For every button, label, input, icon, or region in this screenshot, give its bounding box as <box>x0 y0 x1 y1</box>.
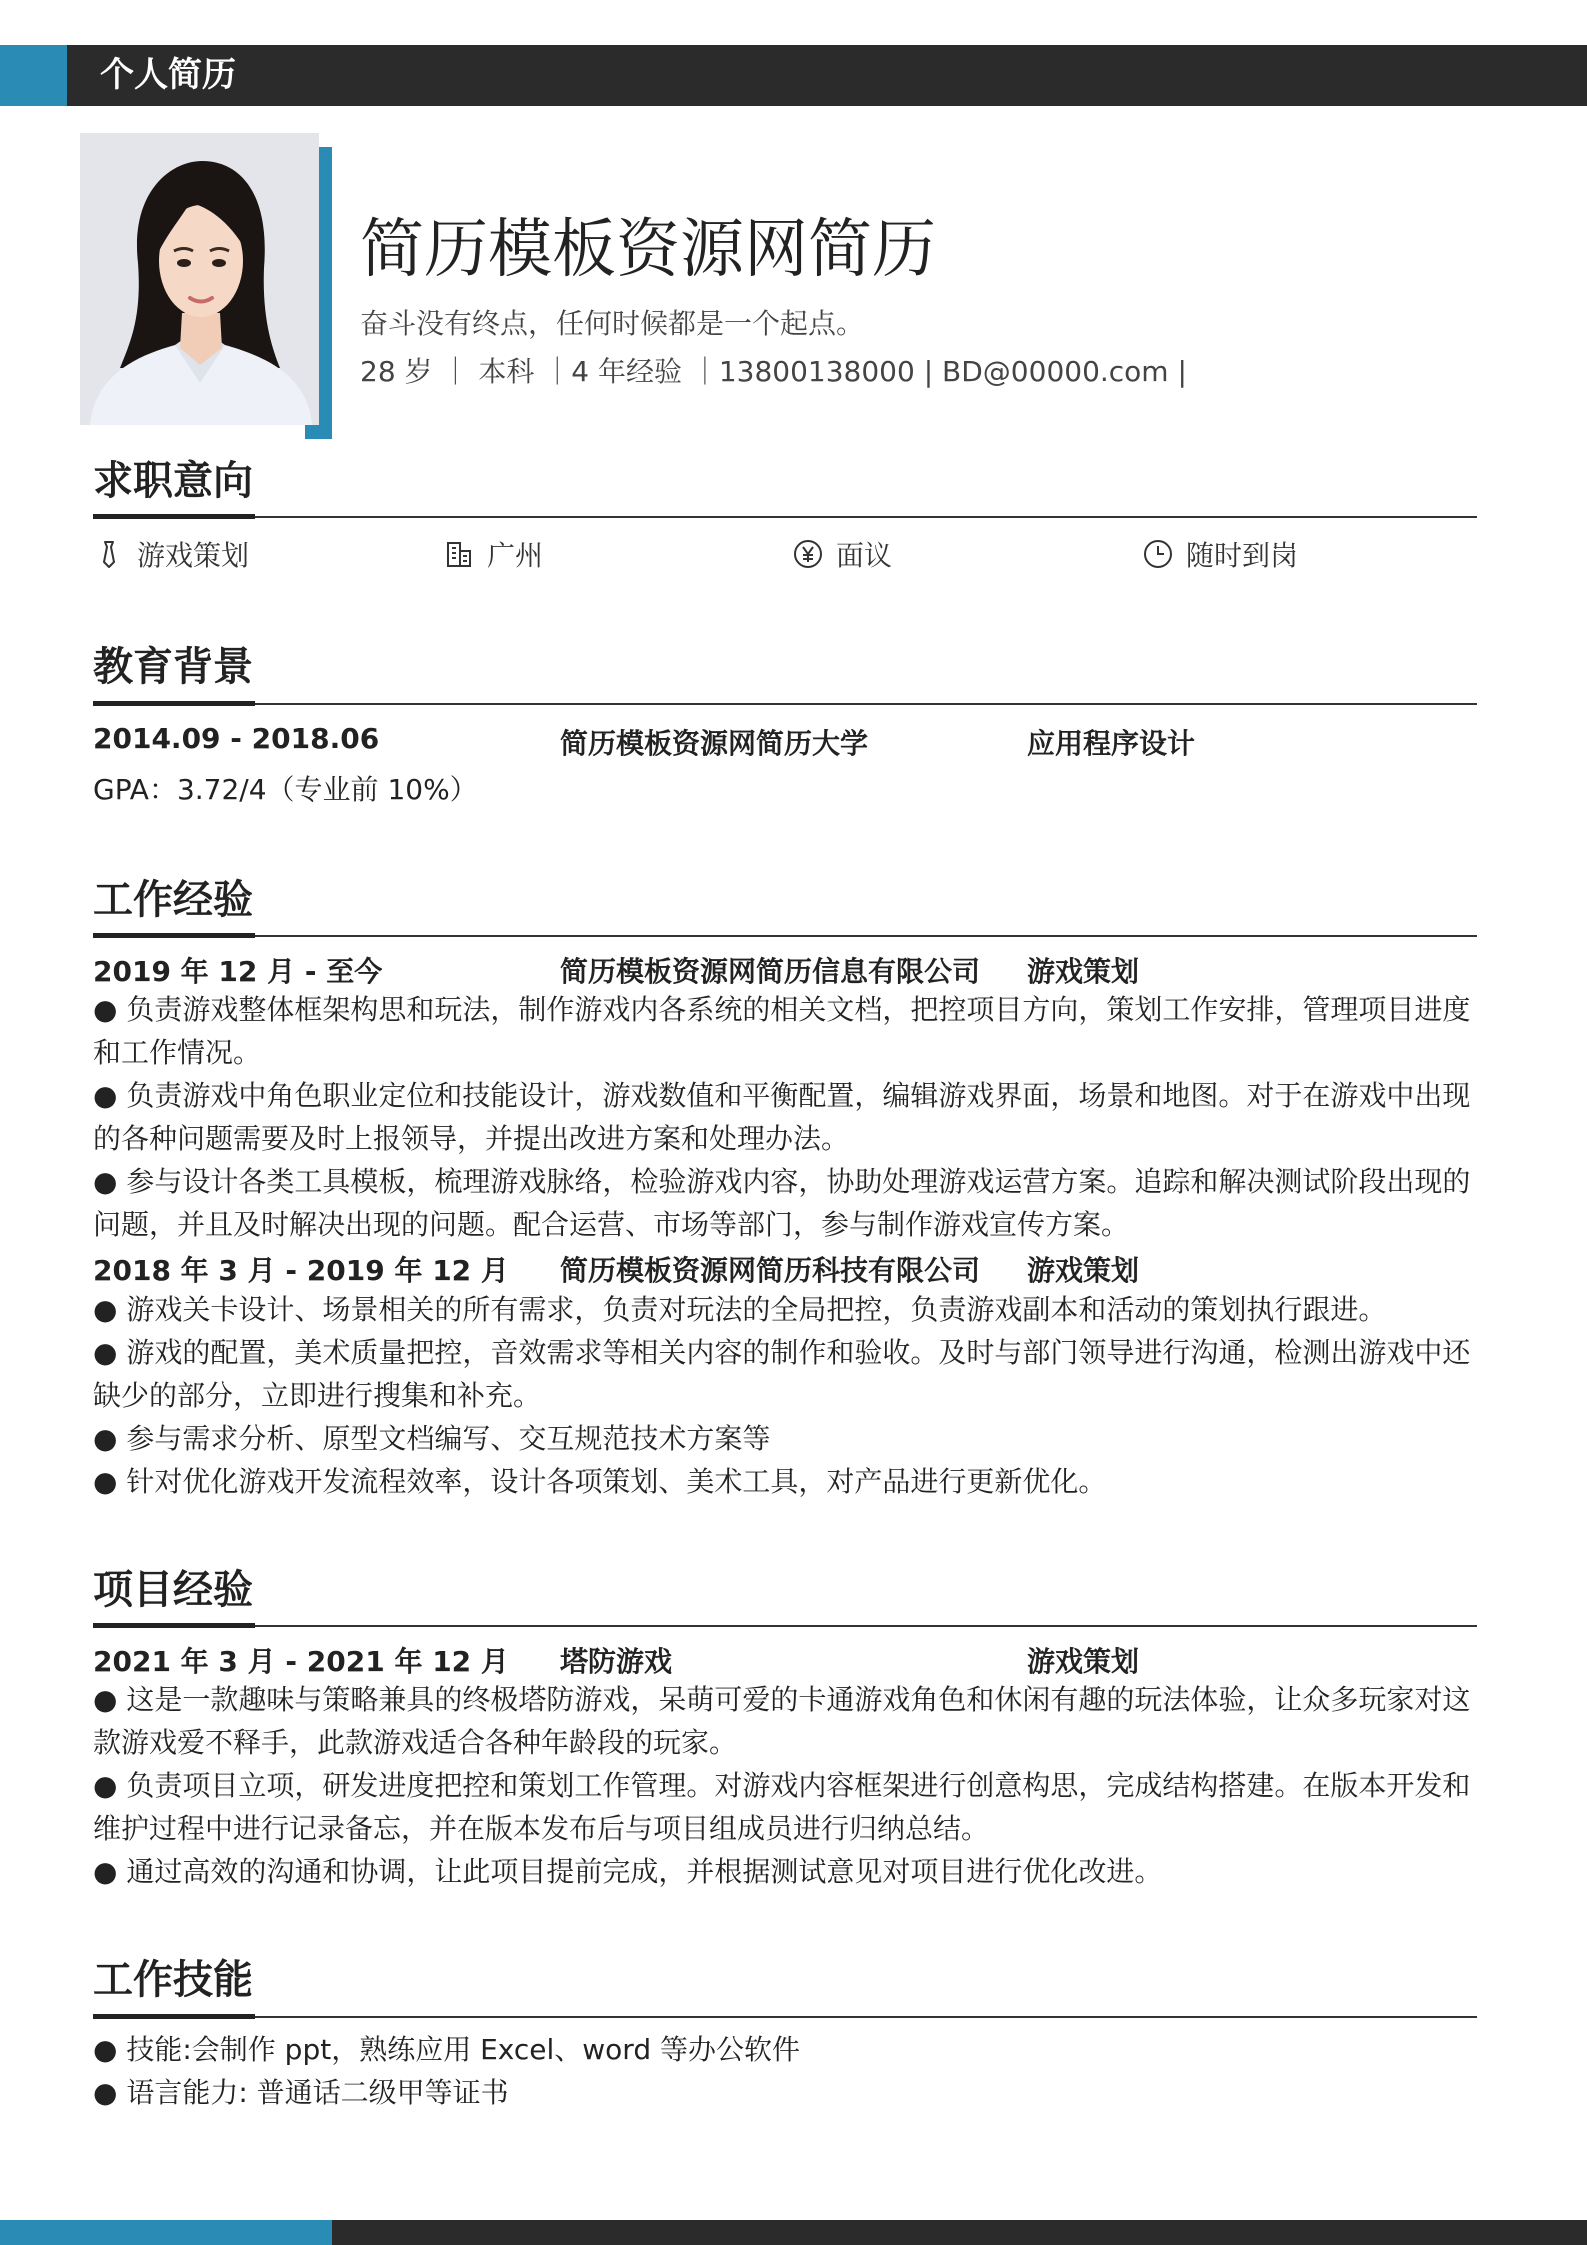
list-item: ● 针对优化游戏开发流程效率，设计各项策划、美术工具，对产品进行更新优化。 <box>93 1465 1107 1498</box>
list-item: ● 参与需求分析、原型文档编写、交互规范技术方案等 <box>93 1422 771 1455</box>
list-item: ● 负责项目立项，研发进度把控和策划工作管理。对游戏内容框架进行创意构思，完成结构搭建。在版本开发和维护过程中进行记录备忘，并在版本发布后与项目组成员进行归纳总结。 <box>93 1769 1471 1845</box>
header-bar <box>0 45 1587 106</box>
work-2-period: 2018 年 3 月 - 2019 年 12 月 <box>93 1254 509 1287</box>
education-major: 应用程序设计 <box>1027 727 1196 760</box>
intent-position <box>93 534 249 574</box>
work-2-bullets <box>93 1288 1477 1503</box>
project-period: 2021 年 3 月 - 2021 年 12 月 <box>93 1645 509 1678</box>
section-rule <box>93 2016 1477 2018</box>
intent-city-label: 广州 <box>487 539 544 572</box>
skills-list <box>93 2028 1477 2114</box>
motto: 奋斗没有终点，任何时候都是一个起点。 <box>360 307 865 340</box>
work-1-bullets <box>93 988 1477 1246</box>
footer-accent <box>0 2220 332 2245</box>
list-item: ● 游戏关卡设计、场景相关的所有需求，负责对玩法的全局把控，负责游戏副本和活动的策划执行跟进。 <box>93 1293 1387 1326</box>
intent-position-label: 游戏策划 <box>137 539 250 572</box>
clock-icon <box>1142 538 1174 570</box>
building-icon <box>443 538 475 570</box>
header-accent <box>0 45 67 106</box>
work-1-role: 游戏策划 <box>1027 955 1140 988</box>
intent-salary-label: 面议 <box>836 539 893 572</box>
section-rule <box>93 1625 1477 1627</box>
candidate-name: 简历模板资源网简历 <box>360 213 936 287</box>
tie-icon <box>93 538 125 570</box>
list-item: ● 通过高效的沟通和协调，让此项目提前完成，并根据测试意见对项目进行优化改进。 <box>93 1855 1163 1888</box>
section-rule <box>93 935 1477 937</box>
list-item: ● 语言能力: 普通话二级甲等证书 <box>93 2076 509 2109</box>
section-rule <box>93 703 1477 705</box>
section-title-work: 工作经验 <box>93 877 253 923</box>
project-bullets <box>93 1678 1477 1893</box>
intent-availability <box>1142 534 1298 574</box>
list-item: ● 参与设计各类工具模板，梳理游戏脉络，检验游戏内容，协助处理游戏运营方案。追踪和解决测试阶段出现的问题，并且及时解决出现的问题。配合运营、市场等部门，参与制作游戏宣传方案。 <box>93 1165 1471 1241</box>
contact-info: 28 岁 ｜ 本科 ｜4 年经验 ｜13800138000 | BD@00000.com | <box>360 355 1187 388</box>
work-1-company: 简历模板资源网简历信息有限公司 <box>560 955 981 988</box>
section-title-project: 项目经验 <box>93 1567 253 1613</box>
project-name: 塔防游戏 <box>560 1645 673 1678</box>
section-title-education: 教育背景 <box>93 644 253 690</box>
list-item: ● 这是一款趣味与策略兼具的终极塔防游戏，呆萌可爱的卡通游戏角色和休闲有趣的玩法体验，让众多玩家对这款游戏爱不释手，此款游戏适合各种年龄段的玩家。 <box>93 1683 1471 1759</box>
work-2-role: 游戏策划 <box>1027 1254 1140 1287</box>
section-title-intent: 求职意向 <box>93 458 253 504</box>
yen-icon <box>792 538 824 570</box>
education-school: 简历模板资源网简历大学 <box>560 727 869 760</box>
intent-availability-label: 随时到岗 <box>1186 539 1299 572</box>
list-item: ● 游戏的配置，美术质量把控，音效需求等相关内容的制作和验收。及时与部门领导进行沟通，检测出游戏中还缺少的部分，立即进行搜集和补充。 <box>93 1336 1471 1412</box>
work-2-company: 简历模板资源网简历科技有限公司 <box>560 1254 981 1287</box>
section-rule <box>93 516 1477 518</box>
footer-bar <box>0 2220 1587 2245</box>
project-role: 游戏策划 <box>1027 1645 1140 1678</box>
page-title: 个人简历 <box>100 55 236 95</box>
list-item: ● 负责游戏中角色职业定位和技能设计，游戏数值和平衡配置，编辑游戏界面，场景和地图。对于在游戏中出现的各种问题需要及时上报领导，并提出改进方案和处理办法。 <box>93 1079 1471 1155</box>
work-1-period: 2019 年 12 月 - 至今 <box>93 955 383 988</box>
avatar <box>80 133 319 425</box>
education-gpa: GPA：3.72/4（专业前 10%） <box>93 773 478 806</box>
list-item: ● 负责游戏整体框架构思和玩法，制作游戏内各系统的相关文档，把控项目方向，策划工作安排，管理项目进度和工作情况。 <box>93 993 1471 1069</box>
intent-salary <box>792 534 892 574</box>
intent-city <box>443 534 543 574</box>
education-period: 2014.09 - 2018.06 <box>93 722 380 755</box>
list-item: ● 技能:会制作 ppt，熟练应用 Excel、word 等办公软件 <box>93 2033 800 2066</box>
section-title-skills: 工作技能 <box>93 1957 253 2003</box>
